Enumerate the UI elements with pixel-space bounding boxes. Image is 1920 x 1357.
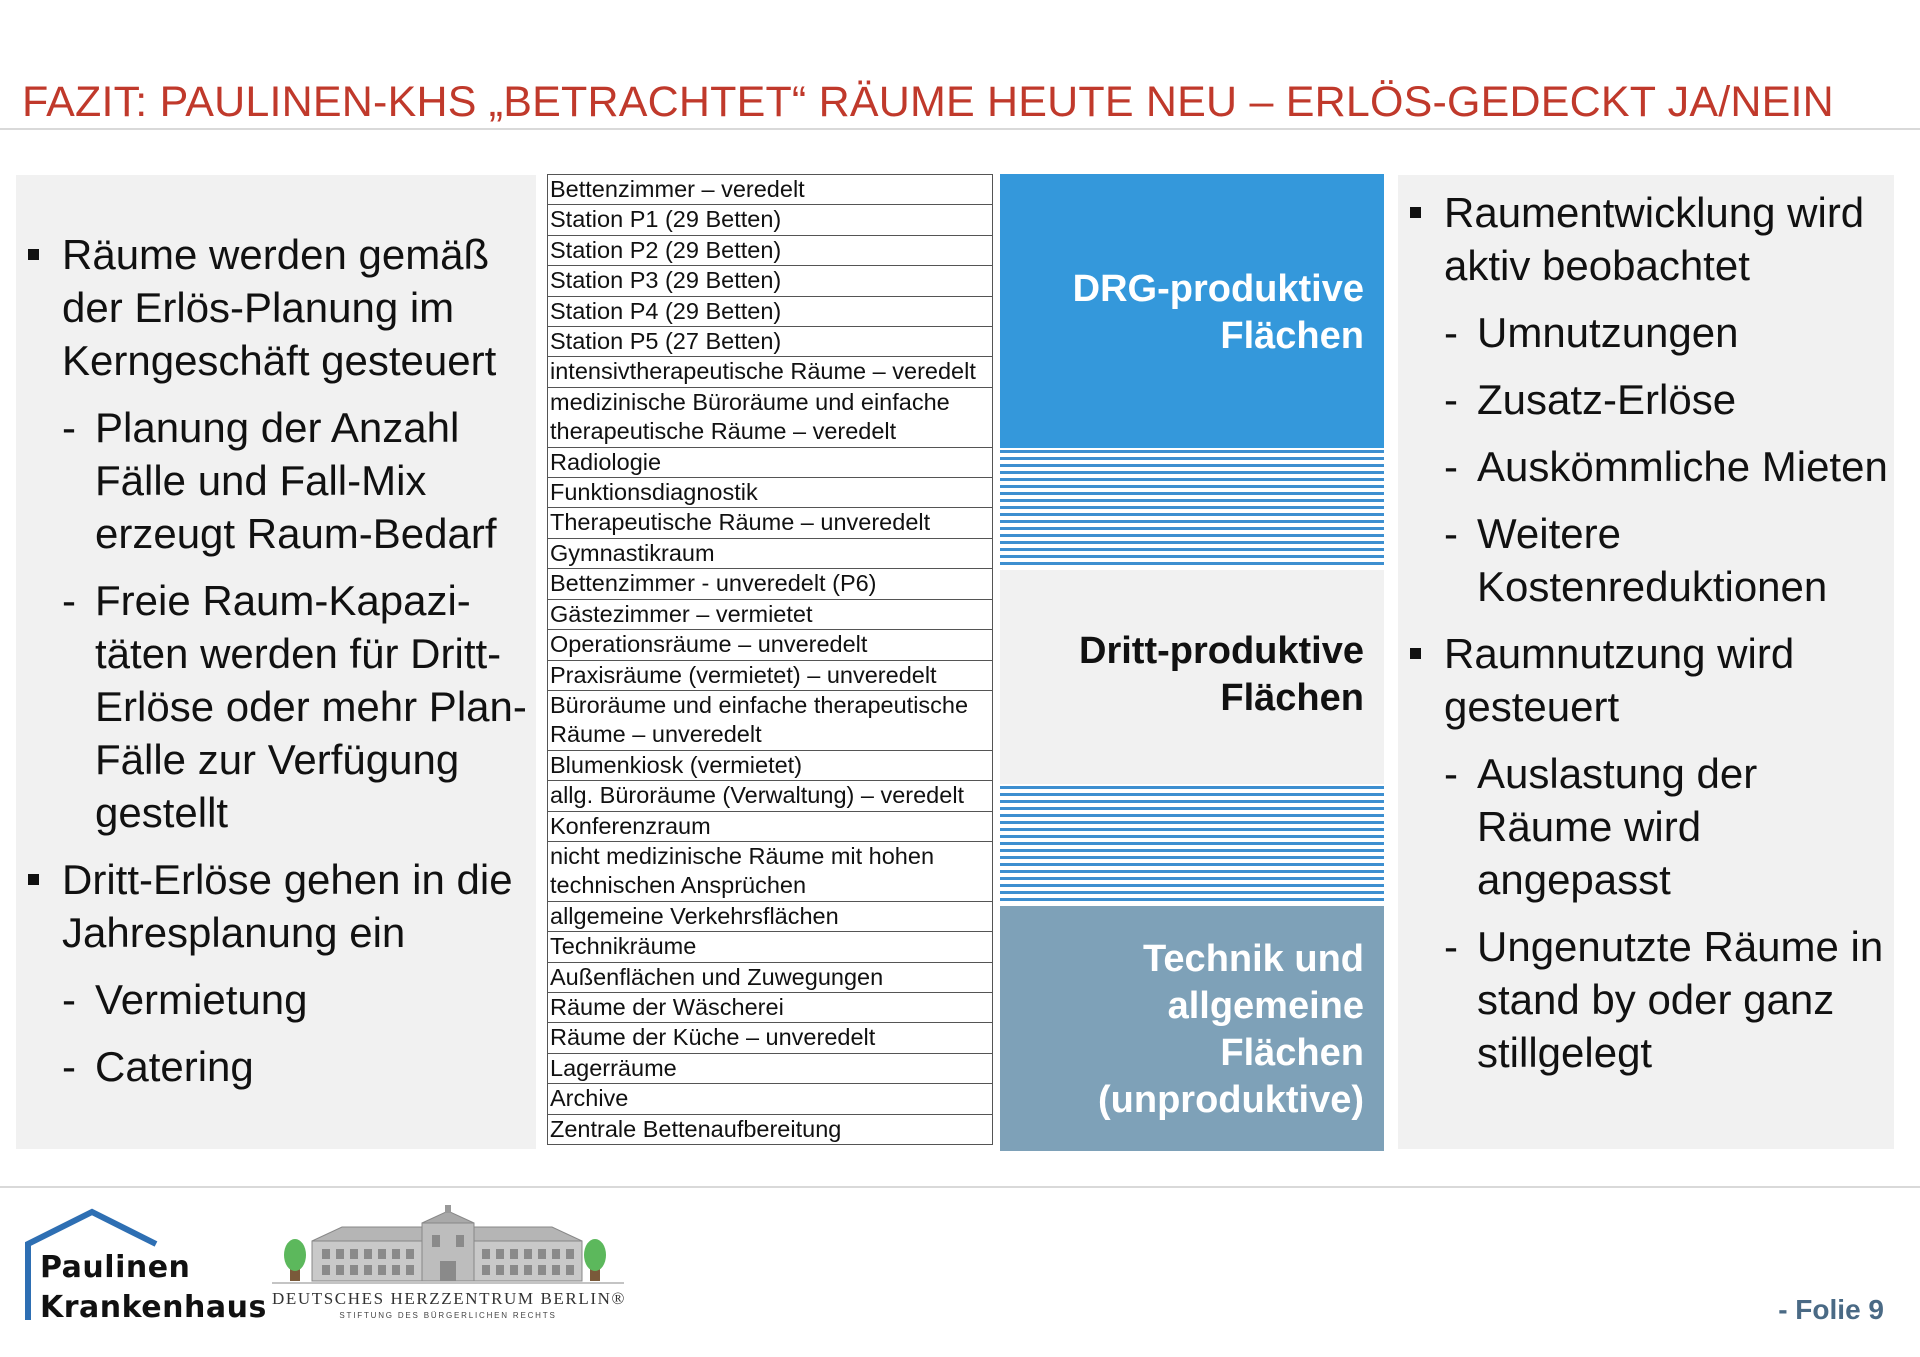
- footer-divider: [0, 1186, 1920, 1188]
- table-cell: Station P1 (29 Betten): [548, 205, 993, 235]
- table-row: [548, 660, 993, 690]
- table-row: [548, 811, 993, 841]
- striped-transition: [1000, 786, 1384, 904]
- right-sub-bullet: - Ungenutzte Räume in stand by oder ganz stillgelegt: [1398, 920, 1894, 1079]
- table-cell: Außenflächen und Zuwegungen: [548, 962, 993, 992]
- right-sub-bullet: - Auslastung der Räume wird angepasst: [1398, 747, 1894, 906]
- table-row: [548, 357, 993, 387]
- table-row: [548, 1023, 993, 1053]
- striped-transition: [1000, 450, 1384, 568]
- table-cell: allgemeine Verkehrsflächen: [548, 901, 993, 931]
- table-row: [548, 1114, 993, 1144]
- slide-title: FAZIT: PAULINEN-KHS „BETRACHTET“ RÄUME HEUTE NEU – ERLÖS-GEDECKT JA/NEIN: [22, 78, 1834, 126]
- table-row: [548, 569, 993, 599]
- paulinen-logo: [22, 1208, 267, 1325]
- table-cell: Zentrale Bettenaufbereitung: [548, 1114, 993, 1144]
- category-technik-block: [1000, 906, 1384, 1151]
- table-row: [548, 599, 993, 629]
- left-sub-bullet: - Planung der Anzahl Fälle und Fall-Mix erzeugt Raum-Bedarf: [16, 401, 536, 560]
- category-technik-label: [1098, 936, 1364, 1124]
- table-row: [548, 781, 993, 811]
- table-cell: Gästezimmer – vermietet: [548, 599, 993, 629]
- table-cell: Büroräume und einfache therapeutische Räume – unveredelt: [548, 690, 993, 750]
- table-row: [548, 387, 993, 447]
- table-row: [548, 690, 993, 750]
- table-cell: Bettenzimmer - unveredelt (P6): [548, 569, 993, 599]
- table-cell: medizinische Büroräume und einfache therapeutische Räume – veredelt: [548, 387, 993, 447]
- table-row: [548, 205, 993, 235]
- category-label-line: (unproduktive): [1098, 1079, 1364, 1121]
- table-row: [548, 478, 993, 508]
- table-cell: Technikräume: [548, 932, 993, 962]
- table-cell: Funktionsdiagnostik: [548, 478, 993, 508]
- table-cell: Blumenkiosk (vermietet): [548, 750, 993, 780]
- table-row: [548, 447, 993, 477]
- title-divider: [0, 128, 1920, 130]
- table-row: [548, 508, 993, 538]
- table-cell: Station P2 (29 Betten): [548, 235, 993, 265]
- table-cell: Radiologie: [548, 447, 993, 477]
- right-sub-bullet: - Zusatz-Erlöse: [1398, 373, 1894, 426]
- right-sub-bullet: - Weitere Kostenreduktionen: [1398, 507, 1894, 613]
- category-drg-label: [1073, 266, 1364, 360]
- table-row: [548, 992, 993, 1022]
- dhzb-logo: [272, 1205, 624, 1325]
- table-cell: intensivtherapeutische Räume – veredelt: [548, 357, 993, 387]
- table-row: [548, 630, 993, 660]
- right-sub-bullet: - Auskömmliche Mieten: [1398, 440, 1894, 493]
- left-sub-bullet: - Catering: [16, 1040, 536, 1093]
- room-table: [547, 174, 993, 1145]
- table-cell: Räume der Wäscherei: [548, 992, 993, 1022]
- table-cell: nicht medizinische Räume mit hohen technischen Ansprüchen: [548, 841, 993, 901]
- category-label-line: Flächen: [1220, 315, 1364, 357]
- left-bullet-list: [16, 228, 536, 1107]
- table-cell: Konferenzraum: [548, 811, 993, 841]
- category-label-line: DRG-produktive: [1072, 268, 1364, 310]
- category-label-line: Technik und: [1143, 938, 1364, 980]
- table-row: [548, 932, 993, 962]
- table-cell: Bettenzimmer – veredelt: [548, 175, 993, 205]
- table-cell: Gymnastikraum: [548, 538, 993, 568]
- left-sub-bullet: - Freie Raum-Kapazi-täten werden für Dritt-Erlöse oder mehr Plan-Fälle zur Verfügung gestellt: [16, 574, 536, 839]
- category-label-line: Flächen: [1220, 677, 1364, 719]
- table-cell: Praxisräume (vermietet) – unveredelt: [548, 660, 993, 690]
- table-row: [548, 296, 993, 326]
- table-cell: Lagerräume: [548, 1053, 993, 1083]
- category-drg-block: [1000, 174, 1384, 448]
- category-label-line: Dritt-produktive: [1079, 630, 1364, 672]
- table-row: [548, 538, 993, 568]
- dhzb-logo-subtitle: STIFTUNG DES BÜRGERLICHEN RECHTS: [339, 1311, 557, 1320]
- table-row: [548, 1053, 993, 1083]
- table-cell: Räume der Küche – unveredelt: [548, 1023, 993, 1053]
- table-cell: Station P4 (29 Betten): [548, 296, 993, 326]
- building-icon: [272, 1205, 624, 1289]
- category-dritt-block: [1000, 570, 1384, 784]
- right-bullet: Raumnutzung wird gesteuert: [1398, 627, 1894, 733]
- category-dritt-label: [1079, 628, 1364, 722]
- table-cell: Archive: [548, 1084, 993, 1114]
- category-label-line: allgemeine: [1167, 985, 1364, 1027]
- table-cell: Operationsräume – unveredelt: [548, 630, 993, 660]
- right-bullet: Raumentwicklung wird aktiv beobachtet: [1398, 186, 1894, 292]
- category-label-line: Flächen: [1220, 1032, 1364, 1074]
- table-row: [548, 962, 993, 992]
- paulinen-logo-text: Paulinen: [40, 1250, 191, 1285]
- table-row: [548, 266, 993, 296]
- left-bullet: Dritt-Erlöse gehen in die Jahresplanung ein: [16, 853, 536, 959]
- table-cell: Station P3 (29 Betten): [548, 266, 993, 296]
- table-cell: allg. Büroräume (Verwaltung) – veredelt: [548, 781, 993, 811]
- table-row: [548, 901, 993, 931]
- left-sub-bullet: - Vermietung: [16, 973, 536, 1026]
- right-sub-bullet: - Umnutzungen: [1398, 306, 1894, 359]
- slide-number: - Folie 9: [1778, 1294, 1884, 1325]
- table-row: [548, 750, 993, 780]
- table-cell: Station P5 (27 Betten): [548, 327, 993, 357]
- table-row: [548, 841, 993, 901]
- table-row: [548, 235, 993, 265]
- table-row: [548, 175, 993, 205]
- table-cell: Therapeutische Räume – unveredelt: [548, 508, 993, 538]
- dhzb-logo-name: DEUTSCHES HERZZENTRUM BERLIN®: [272, 1289, 626, 1308]
- table-row: [548, 327, 993, 357]
- table-row: [548, 1084, 993, 1114]
- left-bullet: Räume werden gemäß der Erlös-Planung im Kerngeschäft gesteuert: [16, 228, 536, 387]
- right-bullet-list: [1398, 186, 1894, 1093]
- paulinen-logo-text: Krankenhaus: [40, 1290, 267, 1325]
